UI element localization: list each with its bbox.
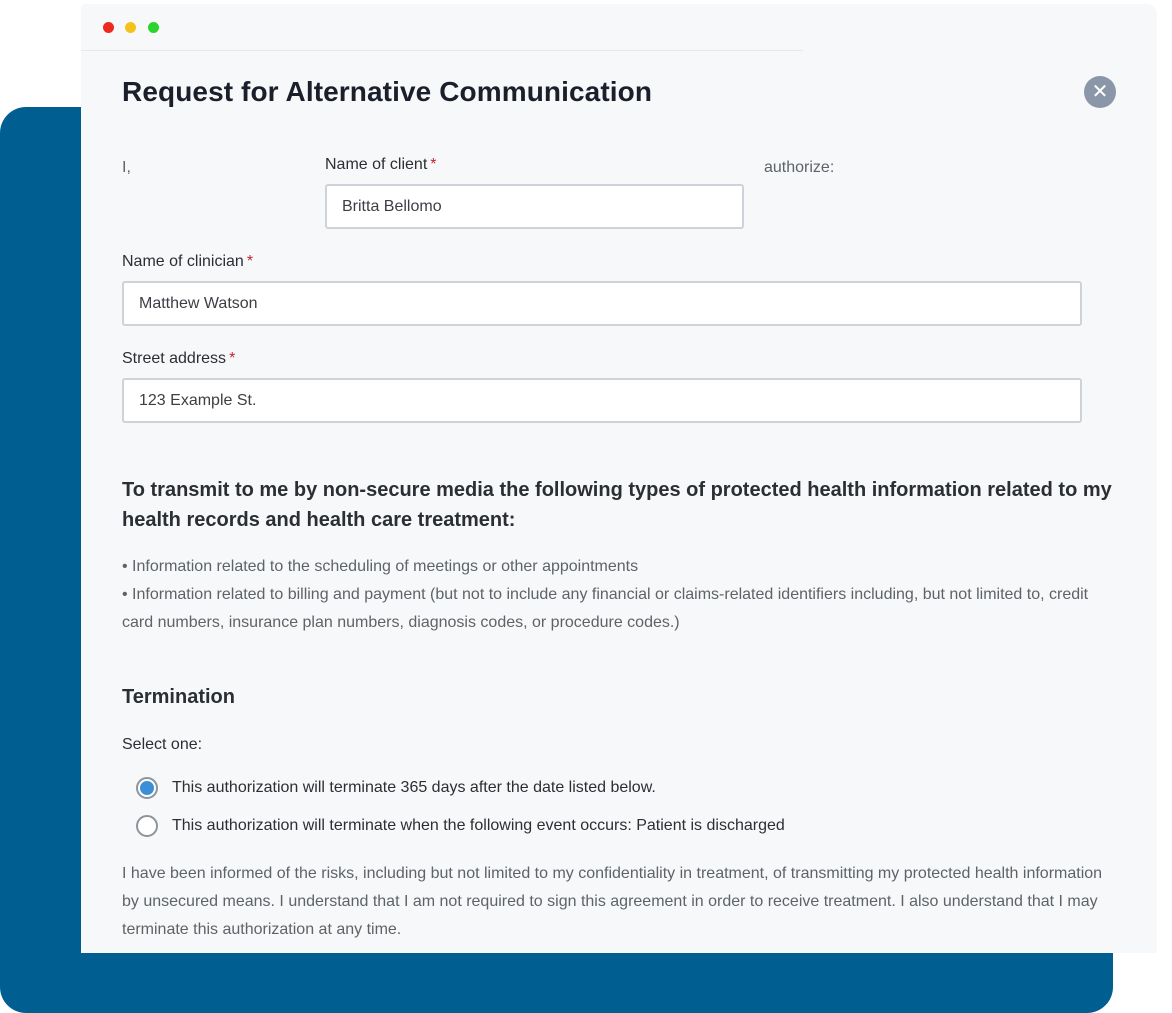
form-title: Request for Alternative Communication [122,76,653,107]
client-name-label-text: Name of client [325,156,428,173]
clinician-name-label [122,253,253,271]
form-window [81,4,1157,953]
option-label: This authorization will terminate 365 days after the date listed below. [172,779,656,796]
clinician-name-label-text: Name of clinician [122,253,244,270]
street-address-label-text: Street address [122,350,227,367]
street-address-label [122,350,235,368]
close-icon[interactable]: ✕ [1084,76,1116,108]
street-address-field[interactable] [122,378,1082,423]
window-maximize-dot[interactable] [148,22,159,33]
clinician-name-field[interactable] [122,281,1082,326]
list-item: • Information related to billing and payment (but not to include any financial or claims-related identifiers including, but not limited to, credit card numbers, insurance plan numbers, diagnosis codes, or procedure codes.) [122,586,1089,631]
required-asterisk: * [430,156,437,173]
client-name-label [325,156,437,174]
required-asterisk: * [229,350,236,367]
window-close-dot[interactable] [103,22,114,33]
authorize-suffix: authorize: [764,159,835,176]
option-label: This authorization will terminate when the following event occurs: Patient is discharged [172,817,785,834]
window-titlebar [81,4,803,51]
risk-disclaimer: I have been informed of the risks, including but not limited to my confidentiality in treatment, of transmitting my protected health information by unsecured means. I understand that I am not required to sign this agreement in order to receive treatment. I also understand that I may terminate this authorization at any time. [122,865,1103,938]
client-name-field[interactable] [325,184,744,229]
termination-option-event[interactable] [136,814,785,838]
info-types-list [122,553,1122,637]
required-asterisk: * [246,253,254,270]
intro-prefix: I, [122,159,131,176]
transmit-heading: To transmit to me by non-secure media the following types of protected health information related to my health records and health care treatment: [122,479,1112,531]
termination-heading: Termination [122,686,235,708]
list-item: • Information related to the scheduling of meetings or other appointments [122,558,639,575]
radio-button-selected[interactable] [136,777,158,799]
select-one-prompt: Select one: [122,736,203,753]
window-minimize-dot[interactable] [125,22,136,33]
termination-option-365-days[interactable] [136,776,656,800]
radio-button[interactable] [136,815,158,837]
